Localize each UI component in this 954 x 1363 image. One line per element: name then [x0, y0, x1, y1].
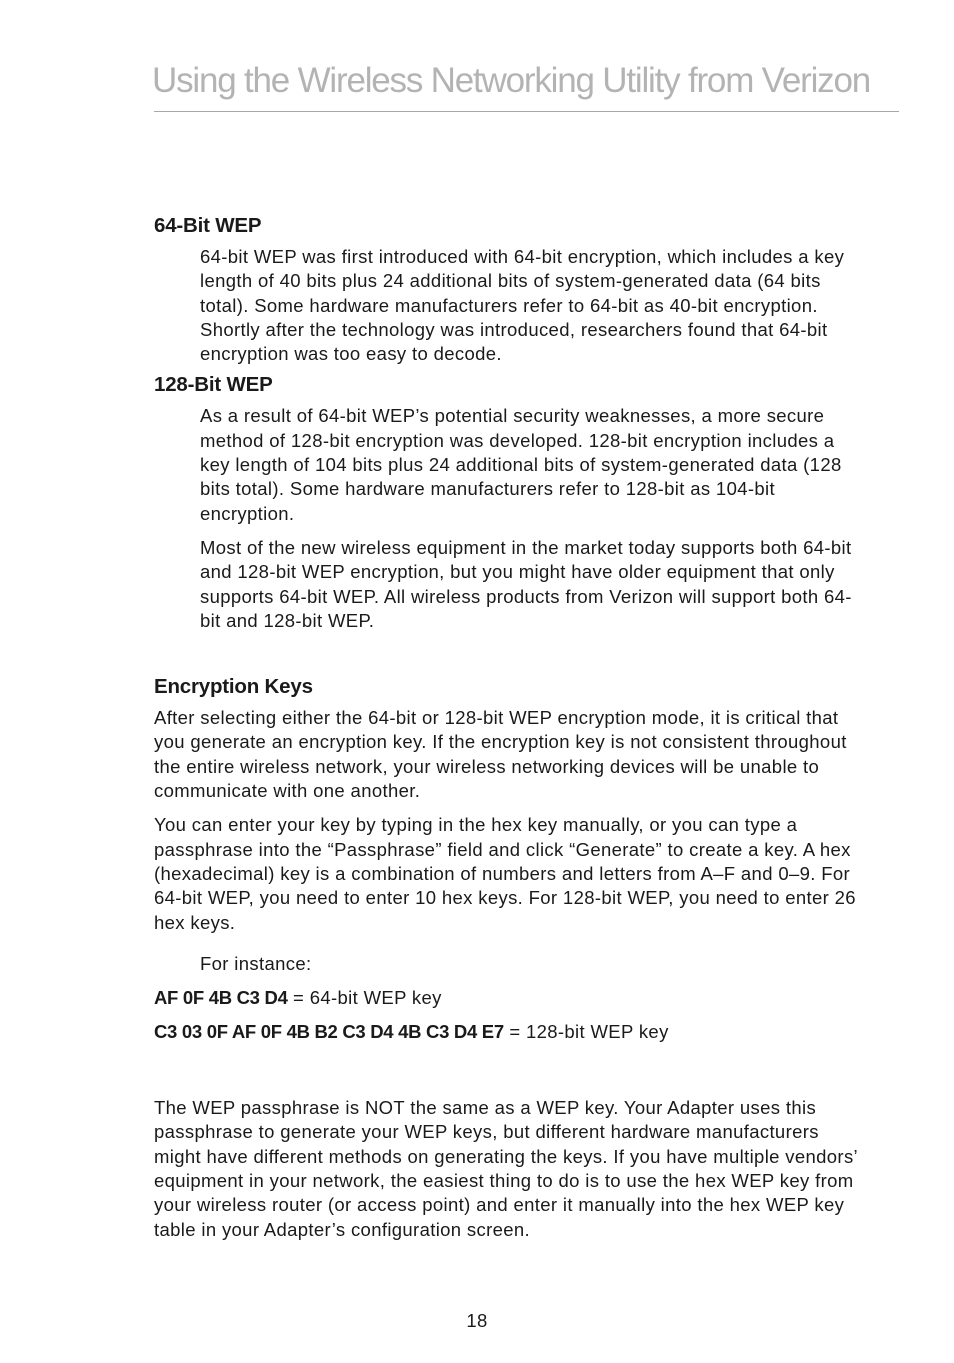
hex-key-64: AF 0F 4B C3 D4 — [154, 987, 288, 1009]
page-title: Using the Wireless Networking Utility from Verizon — [152, 61, 871, 100]
heading-128-bit-wep: 128-Bit WEP — [154, 373, 273, 397]
paragraph-128-bit-wep-1: As a result of 64-bit WEP’s potential security weaknesses, a more secure method of 128-bit encryption was developed. 128-bit encryption includes a key length of 104 bits plus 24 additional bits of system-generated data (128 bits total). Some hardware manufacturers refer to 128-bit as 104-bit encryption. — [200, 405, 842, 524]
example-128-bit-key — [154, 1020, 866, 1044]
paragraph-64-bit-wep: 64-bit WEP was first introduced with 64-bit encryption, which includes a key length of 40 bits plus 24 additional bits of system-generated data (64 bits total). Some hardware manufacturers refer to 64-bit as 40-bit encryption. Shortly after the technology was introduced, researchers found that 64-bit encryption was too easy to decode. — [200, 246, 845, 365]
paragraph-encryption-keys-2: You can enter your key by typing in the hex key manually, or you can type a passphrase into the “Passphrase” field and click “Generate” to create a key. A hex (hexadecimal) key is a combination of numbers and letters from A–F and 0–9. For 64-bit WEP, you need to enter 10 hex keys. For 128-bit WEP, you need to enter 26 hex keys. — [154, 814, 856, 933]
example-intro: For instance: — [200, 952, 312, 974]
heading-encryption-keys: Encryption Keys — [154, 675, 313, 699]
page-number: 18 — [466, 1310, 488, 1331]
header-divider — [154, 111, 899, 112]
paragraph-encryption-keys-1: After selecting either the 64-bit or 128-bit WEP encryption mode, it is critical that you generate an encryption key. If the encryption key is not consistent throughout the entire wireless network, your wireless networking devices will be unable to communicate with one another. — [154, 707, 847, 802]
heading-64-bit-wep: 64-Bit WEP — [154, 214, 262, 237]
hex-key-128: C3 03 0F AF 0F 4B B2 C3 D4 4B C3 D4 E7 — [154, 1021, 504, 1043]
hex-key-64-label: = 64-bit WEP key — [287, 987, 442, 1009]
paragraph-passphrase-note: The WEP passphrase is NOT the same as a WEP key. Your Adapter uses this passphrase to generate your WEP keys, but different hardware manufacturers might have different methods on generating the keys. If you have multiple vendors’ equipment in your network, the easiest thing to do is to use the hex WEP key from your wireless router (or access point) and enter it manually into the hex WEP key table in your Adapter’s configuration screen. — [154, 1097, 858, 1240]
example-64-bit-key — [154, 986, 866, 1010]
hex-key-128-label: = 128-bit WEP key — [503, 1021, 669, 1043]
paragraph-128-bit-wep-2: Most of the new wireless equipment in the market today supports both 64-bit and 128-bit WEP encryption, but you might have older equipment that only supports 64-bit WEP. All wireless products from Verizon will support both 64-bit and 128-bit WEP. — [200, 536, 852, 631]
main-content — [154, 211, 866, 1242]
